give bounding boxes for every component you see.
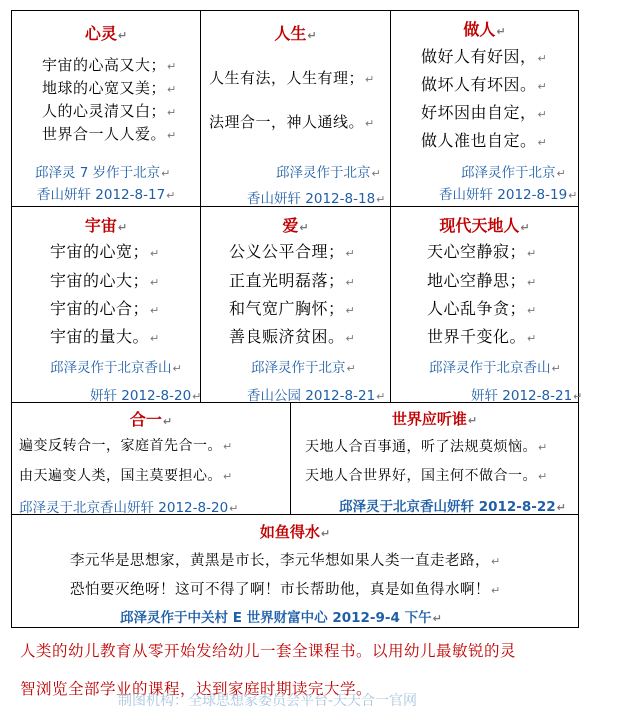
paragraph-mark-icon: ↵ <box>345 304 356 317</box>
paragraph-mark-icon: ↵ <box>376 390 386 403</box>
poem-cell-ruyu-deshui <box>11 514 579 628</box>
poem-signature: 邱泽灵于北京香山妍轩 2012-8-20↵ <box>19 500 239 516</box>
paragraph-mark-icon: ↵ <box>520 221 530 234</box>
poem-line: 正直光明磊落；↵ <box>229 271 356 290</box>
paragraph-mark-icon: ↵ <box>162 415 173 428</box>
poem-signature: 邱泽灵作于北京↵ <box>461 165 566 181</box>
paragraph-mark-icon: ↵ <box>432 612 442 625</box>
paragraph-mark-icon: ↵ <box>527 332 537 345</box>
paragraph-mark-icon: ↵ <box>491 584 501 597</box>
poem-signature: 妍轩 2012-8-21↵ <box>471 388 583 404</box>
paragraph-mark-icon: ↵ <box>299 221 309 234</box>
poem-line: 法理合一，神人通线。↵ <box>209 113 375 131</box>
poem-line: 宇宙的心高又大；↵ <box>42 56 177 74</box>
paragraph-mark-icon: ↵ <box>365 73 375 86</box>
poem-title: 如鱼得水↵ <box>259 523 331 541</box>
paragraph-mark-icon: ↵ <box>167 60 177 73</box>
paragraph-mark-icon: ↵ <box>556 501 566 514</box>
paragraph-mark-icon: ↵ <box>167 83 177 96</box>
paragraph-mark-icon: ↵ <box>537 52 548 65</box>
paragraph-mark-icon: ↵ <box>172 362 182 375</box>
poem-cell-yuzhou <box>11 206 201 403</box>
poem-cell-heyi <box>11 402 291 515</box>
paragraph-mark-icon: ↵ <box>320 527 331 540</box>
paragraph-mark-icon: ↵ <box>345 276 356 289</box>
poem-line: 天心空静寂；↵ <box>427 242 537 261</box>
paragraph-mark-icon: ↵ <box>491 555 501 568</box>
paragraph-mark-icon: ↵ <box>192 390 202 403</box>
paragraph-mark-icon: ↵ <box>166 189 176 202</box>
poem-line: 公义公平合理；↵ <box>229 242 356 261</box>
poem-line: 做坏人有坏因。↵ <box>421 75 548 94</box>
footer-line: 人类的幼儿教育从零开始发给幼儿一套全课程书。以用幼儿最敏锐的灵 <box>20 642 517 660</box>
poem-line: 人心乱争贪；↵ <box>427 299 537 318</box>
paragraph-mark-icon: ↵ <box>527 247 537 260</box>
poem-title: 世界应听谁↵ <box>391 410 478 428</box>
paragraph-mark-icon: ↵ <box>346 362 356 375</box>
poem-line: 和气宽广胸怀；↵ <box>229 299 356 318</box>
poem-line: 宇宙的量大。↵ <box>50 327 160 346</box>
poem-cell-xiandai-tiandiren <box>390 206 583 404</box>
paragraph-mark-icon: ↵ <box>161 167 171 180</box>
paragraph-mark-icon: ↵ <box>573 390 583 403</box>
poem-title: 宇宙↵ <box>84 216 128 235</box>
paragraph-mark-icon: ↵ <box>568 189 578 202</box>
paragraph-mark-icon: ↵ <box>527 276 537 289</box>
paragraph-mark-icon: ↵ <box>167 129 177 142</box>
paragraph-mark-icon: ↵ <box>365 117 375 130</box>
paragraph-mark-icon: ↵ <box>537 108 548 121</box>
paragraph-mark-icon: ↵ <box>150 304 160 317</box>
paragraph-mark-icon: ↵ <box>150 276 160 289</box>
poem-signature: 香山公园 2012-8-21↵ <box>247 388 386 404</box>
paragraph-mark-icon: ↵ <box>345 332 356 345</box>
poem-cell-zuoren <box>390 10 579 207</box>
footer-line: 智浏览全部学业的课程，达到家庭时期读完大学。 <box>20 680 373 698</box>
poem-line: 恐怕要灭绝呀！这可不得了啊！市长帮助他，真是如鱼得水啊！↵ <box>70 582 501 598</box>
poem-line: 李元华是思想家，黄黑是市长，李元华想如果人类一直走老路，↵ <box>70 553 501 569</box>
paragraph-mark-icon: ↵ <box>467 414 478 427</box>
poem-line: 由天遍变人类，国主莫要担心。↵ <box>19 468 233 484</box>
poem-signature: 邱泽灵于北京香山妍轩 2012-8-22↵ <box>339 499 566 515</box>
paragraph-mark-icon: ↵ <box>223 440 233 453</box>
poem-line: 宇宙的心合；↵ <box>50 299 160 318</box>
paragraph-mark-icon: ↵ <box>307 29 317 42</box>
paragraph-mark-icon: ↵ <box>538 470 548 483</box>
poem-line: 宇宙的心宽；↵ <box>50 242 160 261</box>
poem-signature: 邱泽灵作于北京香山↵ <box>50 360 182 376</box>
paragraph-mark-icon: ↵ <box>345 247 356 260</box>
poem-line: 做人准也自定。↵ <box>421 131 548 150</box>
poem-line: 天地人合百事通，听了法规莫烦恼。↵ <box>305 439 548 455</box>
paragraph-mark-icon: ↵ <box>496 25 506 38</box>
poem-line: 世界千变化。↵ <box>427 327 537 346</box>
paragraph-mark-icon: ↵ <box>117 221 128 234</box>
paragraph-mark-icon: ↵ <box>223 470 233 483</box>
poem-line: 遍变反转合一，家庭首先合一。↵ <box>19 438 233 454</box>
poem-signature: 邱泽灵作于中关村 E 世界财富中心 2012-9-4 下午↵ <box>120 610 442 626</box>
paragraph-mark-icon: ↵ <box>150 247 160 260</box>
poem-line: 地心空静思；↵ <box>427 271 537 290</box>
poem-title: 人生↵ <box>274 24 317 43</box>
poem-cell-ai <box>200 206 391 403</box>
poem-title: 心灵↵ <box>84 24 128 43</box>
poem-line: 人生有法，人生有理；↵ <box>209 69 375 87</box>
poem-signature: 香山妍轩 2012-8-19↵ <box>439 187 578 203</box>
paragraph-mark-icon: ↵ <box>537 136 548 149</box>
poem-cell-shijie-yingting-shui <box>290 402 579 515</box>
poem-title: 现代天地人↵ <box>439 216 530 235</box>
poem-signature: 邱泽灵作于北京香山↵ <box>429 360 561 376</box>
poem-signature: 邱泽灵作于北京↵ <box>276 165 381 181</box>
poem-signature: 香山妍轩 2012-8-17↵ <box>37 187 176 203</box>
watermark-text: 制图机构：全球思想家委员会平台-天天合一官网 <box>118 693 418 709</box>
paragraph-mark-icon: ↵ <box>538 441 548 454</box>
poem-title: 合一↵ <box>129 410 173 429</box>
poem-line: 好坏因由自定，↵ <box>421 103 548 122</box>
paragraph-mark-icon: ↵ <box>551 362 561 375</box>
poem-signature: 香山妍轩 2012-8-18↵ <box>247 191 386 207</box>
paragraph-mark-icon: ↵ <box>150 332 160 345</box>
paragraph-mark-icon: ↵ <box>117 29 128 42</box>
poem-cell-rensheng <box>200 10 391 207</box>
paragraph-mark-icon: ↵ <box>527 304 537 317</box>
paragraph-mark-icon: ↵ <box>556 167 566 180</box>
poem-line: 做好人有好因，↵ <box>421 47 548 66</box>
poem-signature: 妍轩 2012-8-20↵ <box>90 388 202 404</box>
paragraph-mark-icon: ↵ <box>376 193 386 206</box>
poem-line: 天地人合世界好，国主何不做合一。↵ <box>305 468 548 484</box>
poem-signature: 邱泽灵 7 岁作于北京↵ <box>35 165 171 181</box>
poem-signature: 邱泽灵作于北京↵ <box>251 360 356 376</box>
paragraph-mark-icon: ↵ <box>229 502 239 515</box>
poem-line: 地球的心宽又美；↵ <box>42 79 177 97</box>
poem-line: 宇宙的心大；↵ <box>50 271 160 290</box>
poem-title: 做人↵ <box>463 20 506 39</box>
paragraph-mark-icon: ↵ <box>537 80 548 93</box>
paragraph-mark-icon: ↵ <box>167 106 177 119</box>
poem-line: 世界合一人人爱。↵ <box>42 125 177 143</box>
poem-title: 爱↵ <box>282 216 309 235</box>
poem-line: 人的心灵清又白；↵ <box>42 102 177 120</box>
paragraph-mark-icon: ↵ <box>371 167 381 180</box>
poem-line: 善良赈济贫困。↵ <box>229 327 356 346</box>
poem-cell-xinling <box>11 10 201 207</box>
